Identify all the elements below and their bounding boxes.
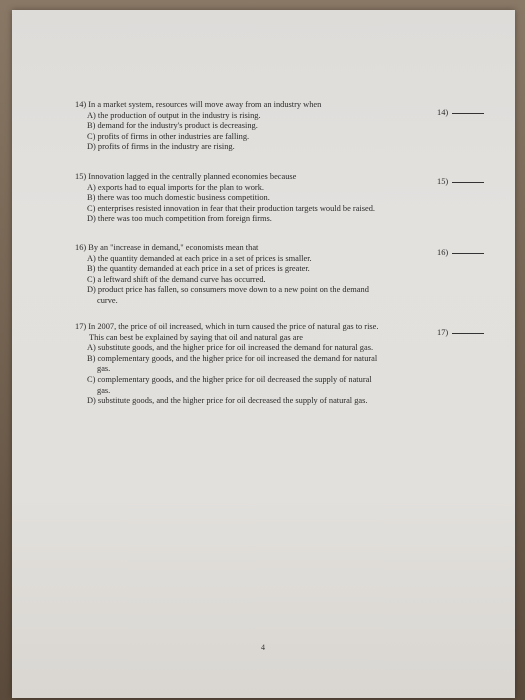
answer-option-a: A) substitute goods, and the higher price for oil increased the demand for natural gas.: [87, 343, 374, 353]
answer-option-c: C) a leftward shift of the demand curve has occurred.: [87, 274, 266, 284]
answer-blank-17[interactable]: [437, 328, 487, 337]
answer-blank-16[interactable]: [437, 248, 487, 257]
answer-option-d-line-1: D) product price has fallen, so consumers move down to a new point on the demand: [87, 285, 369, 295]
answer-number: 15): [437, 177, 449, 186]
answer-blank-14[interactable]: [437, 108, 487, 117]
question-15: [75, 172, 455, 225]
answer-line[interactable]: [452, 113, 484, 114]
answer-option-b: [75, 354, 460, 375]
answer-number: 14): [437, 108, 449, 117]
answer-option-a: A) exports had to equal imports for the plan to work.: [87, 182, 264, 192]
answer-blank-15[interactable]: [437, 177, 487, 186]
answer-option-b-line-1: B) complementary goods, and the higher price for oil increased the demand for natural: [87, 353, 378, 363]
answer-option-c: [75, 375, 460, 396]
question-stem: 14) In a market system, resources will move away from an industry when: [75, 100, 322, 109]
answer-option-a: A) the quantity demanded at each price in a set of prices is smaller.: [87, 253, 312, 263]
answer-option-b-line-2: gas.: [97, 364, 111, 374]
question-14: [75, 100, 455, 153]
answer-option-b: B) demand for the industry's product is decreasing.: [87, 121, 258, 131]
question-stem-line-2: This can best be explained by saying that oil and natural gas are: [89, 332, 303, 342]
answer-option-c: C) enterprises resisted innovation in fear that their production targets would be raised.: [87, 203, 376, 213]
answer-line[interactable]: [452, 253, 484, 254]
answer-option-c: C) profits of firms in other industries are falling.: [87, 131, 250, 141]
question-stem: 17) In 2007, the price of oil increased, which in turn caused the price of natural gas to rise.: [75, 322, 379, 331]
answer-line[interactable]: [452, 182, 484, 183]
question-16: [75, 243, 455, 307]
question-stem: 15) Innovation lagged in the centrally planned economies because: [75, 172, 297, 181]
answer-option-d: D) there was too much competition from foreign firms.: [87, 214, 272, 224]
answer-option-c-line-2: gas.: [97, 385, 111, 395]
answer-option-d: D) profits of firms in the industry are rising.: [87, 142, 235, 152]
answer-option-c-line-1: C) complementary goods, and the higher price for oil decreased the supply of natural: [87, 374, 372, 384]
answer-option-b: B) the quantity demanded at each price in a set of prices is greater.: [87, 264, 310, 274]
page-number: 4: [261, 643, 265, 652]
answer-option-b: B) there was too much domestic business competition.: [87, 193, 270, 203]
answer-line[interactable]: [452, 333, 484, 334]
answer-number: 16): [437, 248, 449, 257]
answer-number: 17): [437, 328, 449, 337]
question-17: [75, 322, 460, 407]
answer-option-d: D) substitute goods, and the higher price for oil decreased the supply of natural gas.: [87, 396, 368, 406]
question-stem: 16) By an "increase in demand," economists mean that: [75, 243, 259, 252]
answer-option-d: [75, 285, 455, 306]
answer-option-a: A) the production of output in the industry is rising.: [87, 110, 261, 120]
answer-option-d-line-2: curve.: [97, 295, 118, 305]
